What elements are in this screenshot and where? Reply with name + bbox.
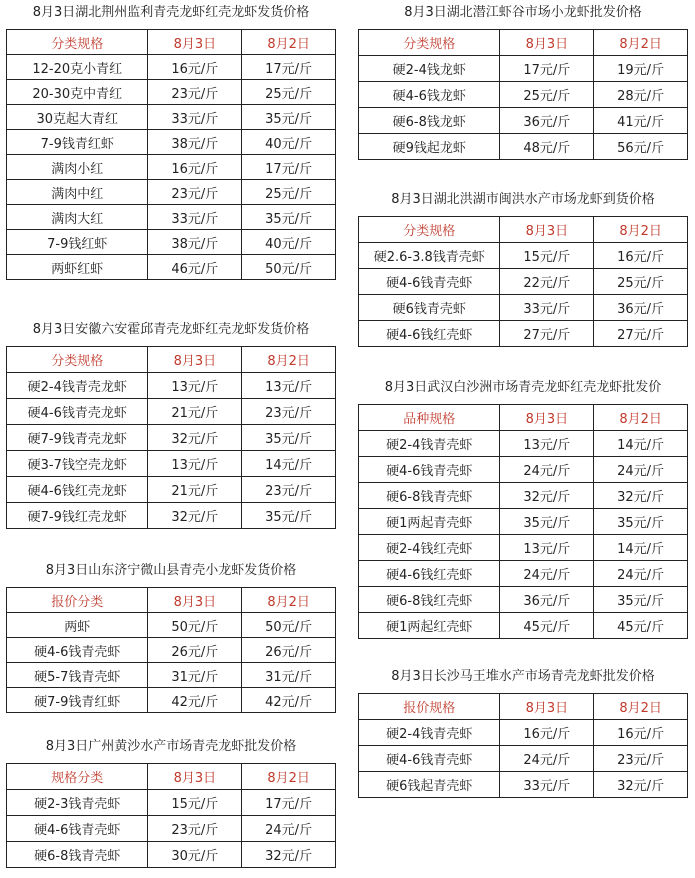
price-table-block [6,5,336,280]
table-row [359,431,688,457]
price-today-cell: 50元/斤 [148,613,242,638]
spec-cell: 硬7-9钱青壳龙虾 [7,425,148,451]
spec-cell: 硬6-8钱红壳虾 [359,587,500,613]
column-header: 报价分类 [7,588,148,613]
price-today-cell: 21元/斤 [148,399,242,425]
price-today-cell: 13元/斤 [148,451,242,477]
table-title: 8月3日湖北洪湖市闽洪水产市场龙虾到货价格 [391,192,655,207]
table-header-row [359,405,688,431]
price-today-cell: 32元/斤 [500,483,594,509]
spec-cell: 硬2-4钱青壳龙虾 [7,373,148,399]
price-yesterday-cell: 32元/斤 [594,483,688,509]
column-header: 8月2日 [594,217,688,243]
spec-cell: 硬1两起红壳虾 [359,613,500,639]
price-today-cell: 13元/斤 [148,373,242,399]
table-header-row [7,30,336,55]
table-title: 8月3日武汉白沙洲市场青壳龙虾红壳龙虾批发价 [384,380,662,395]
spec-cell: 硬4-6钱青壳虾 [359,457,500,483]
spec-cell: 两虾红虾 [7,255,148,280]
spec-cell: 7-9钱青红虾 [7,130,148,155]
price-yesterday-cell: 25元/斤 [242,180,336,205]
price-table [6,29,336,280]
spec-cell: 硬2-4钱青壳虾 [359,720,500,746]
price-today-cell: 23元/斤 [148,180,242,205]
price-yesterday-cell: 17元/斤 [242,790,336,816]
price-yesterday-cell: 35元/斤 [242,503,336,529]
table-row [359,509,688,535]
price-yesterday-cell: 23元/斤 [242,399,336,425]
spec-cell: 硬2-3钱青壳虾 [7,790,148,816]
price-today-cell: 27元/斤 [500,321,594,347]
spec-cell: 硬9钱起龙虾 [359,134,500,160]
price-yesterday-cell: 35元/斤 [242,205,336,230]
table-row [7,373,336,399]
table-row [7,180,336,205]
price-today-cell: 38元/斤 [148,130,242,155]
table-row [359,321,688,347]
price-today-cell: 24元/斤 [500,457,594,483]
spec-cell: 硬4-6钱青壳虾 [7,816,148,842]
price-today-cell: 46元/斤 [148,255,242,280]
column-header: 8月2日 [242,30,336,55]
spec-cell: 硬4-6钱青壳虾 [359,269,500,295]
spec-cell: 硬4-6钱红壳龙虾 [7,477,148,503]
table-row [359,295,688,321]
price-today-cell: 23元/斤 [148,816,242,842]
table-header-row [359,694,688,720]
column-header: 分类规格 [359,30,500,56]
price-yesterday-cell: 32元/斤 [242,842,336,868]
table-title: 8月3日湖北荆州监利青壳龙虾红壳龙虾发货价格 [32,5,310,20]
spec-cell: 硬5-7钱青壳虾 [7,663,148,688]
price-yesterday-cell: 36元/斤 [594,295,688,321]
table-row [7,842,336,868]
price-today-cell: 42元/斤 [148,688,242,713]
price-today-cell: 38元/斤 [148,230,242,255]
column-header: 8月3日 [148,30,242,55]
table-row [7,399,336,425]
spec-cell: 硬4-6钱青壳虾 [359,746,500,772]
table-row [7,477,336,503]
price-yesterday-cell: 16元/斤 [594,720,688,746]
price-yesterday-cell: 35元/斤 [594,587,688,613]
column-header: 8月3日 [500,217,594,243]
spec-cell: 硬7-9钱红壳龙虾 [7,503,148,529]
column-header: 8月3日 [500,30,594,56]
price-yesterday-cell: 32元/斤 [594,772,688,798]
spec-cell: 12-20克小青红 [7,55,148,80]
table-row [7,816,336,842]
price-today-cell: 33元/斤 [500,772,594,798]
spec-cell: 硬6-8钱龙虾 [359,108,500,134]
price-yesterday-cell: 41元/斤 [594,108,688,134]
table-row [359,483,688,509]
price-today-cell: 23元/斤 [148,80,242,105]
spec-cell: 7-9钱红虾 [7,230,148,255]
table-title: 8月3日广州黄沙水产市场青壳龙虾批发价格 [45,739,297,754]
spec-cell: 硬4-6钱青壳虾 [7,638,148,663]
price-today-cell: 17元/斤 [500,56,594,82]
price-yesterday-cell: 56元/斤 [594,134,688,160]
table-row [359,82,688,108]
column-header: 8月3日 [500,694,594,720]
price-yesterday-cell: 45元/斤 [594,613,688,639]
spec-cell: 30克起大青红 [7,105,148,130]
table-row [7,790,336,816]
table-title: 8月3日安徽六安霍邱青壳龙虾红壳龙虾发货价格 [32,322,310,337]
column-header: 8月3日 [500,405,594,431]
column-header: 8月2日 [242,588,336,613]
price-yesterday-cell: 24元/斤 [594,457,688,483]
price-today-cell: 45元/斤 [500,613,594,639]
spec-cell: 硬2.6-3.8钱青壳虾 [359,243,500,269]
table-header-row [359,30,688,56]
price-yesterday-cell: 23元/斤 [242,477,336,503]
price-yesterday-cell: 23元/斤 [594,746,688,772]
table-row [359,269,688,295]
price-today-cell: 36元/斤 [500,587,594,613]
table-header-row [359,217,688,243]
price-yesterday-cell: 35元/斤 [242,105,336,130]
price-table-block [6,739,336,868]
price-table [358,693,688,798]
table-title: 8月3日湖北潜江虾谷市场小龙虾批发价格 [404,5,642,20]
table-row [359,772,688,798]
table-title: 8月3日山东济宁微山县青壳小龙虾发货价格 [45,563,297,578]
price-yesterday-cell: 42元/斤 [242,688,336,713]
price-table-block [358,192,688,347]
price-today-cell: 33元/斤 [500,295,594,321]
table-row [7,613,336,638]
column-header: 规格分类 [7,764,148,790]
price-yesterday-cell: 14元/斤 [594,431,688,457]
price-today-cell: 32元/斤 [148,425,242,451]
table-row [7,155,336,180]
price-today-cell: 13元/斤 [500,431,594,457]
table-row [7,80,336,105]
price-today-cell: 30元/斤 [148,842,242,868]
table-row [359,587,688,613]
spec-cell: 硬6钱青壳虾 [359,295,500,321]
table-row [359,561,688,587]
table-row [359,746,688,772]
spec-cell: 硬6钱起青壳虾 [359,772,500,798]
price-today-cell: 24元/斤 [500,561,594,587]
price-today-cell: 15元/斤 [500,243,594,269]
price-table-block [6,563,336,713]
price-today-cell: 33元/斤 [148,205,242,230]
spec-cell: 硬4-6钱龙虾 [359,82,500,108]
price-today-cell: 48元/斤 [500,134,594,160]
price-yesterday-cell: 24元/斤 [594,561,688,587]
price-today-cell: 33元/斤 [148,105,242,130]
price-yesterday-cell: 50元/斤 [242,255,336,280]
price-yesterday-cell: 27元/斤 [594,321,688,347]
price-table [358,29,688,160]
table-row [7,105,336,130]
price-today-cell: 26元/斤 [148,638,242,663]
price-today-cell: 21元/斤 [148,477,242,503]
spec-cell: 20-30克中青红 [7,80,148,105]
table-row [7,230,336,255]
spec-cell: 硬6-8钱青壳虾 [359,483,500,509]
price-today-cell: 32元/斤 [148,503,242,529]
price-table-block [358,5,688,160]
table-header-row [7,588,336,613]
table-row [359,134,688,160]
table-row [359,535,688,561]
column-header: 8月3日 [148,347,242,373]
table-row [7,130,336,155]
table-row [359,56,688,82]
price-yesterday-cell: 14元/斤 [594,535,688,561]
column-header: 8月3日 [148,588,242,613]
price-today-cell: 16元/斤 [148,55,242,80]
price-table [6,587,336,713]
table-row [359,108,688,134]
price-yesterday-cell: 40元/斤 [242,130,336,155]
price-today-cell: 31元/斤 [148,663,242,688]
spec-cell: 硬2-4钱红壳虾 [359,535,500,561]
price-yesterday-cell: 16元/斤 [594,243,688,269]
price-yesterday-cell: 19元/斤 [594,56,688,82]
spec-cell: 硬4-6钱红壳虾 [359,321,500,347]
table-row [7,503,336,529]
table-row [359,613,688,639]
column-header: 品种规格 [359,405,500,431]
price-yesterday-cell: 40元/斤 [242,230,336,255]
price-yesterday-cell: 31元/斤 [242,663,336,688]
table-row [7,255,336,280]
table-header-row [7,764,336,790]
column-header: 8月2日 [594,405,688,431]
column-header: 报价规格 [359,694,500,720]
spec-cell: 硬4-6钱红壳虾 [359,561,500,587]
price-yesterday-cell: 26元/斤 [242,638,336,663]
column-header: 8月2日 [242,347,336,373]
table-row [7,688,336,713]
price-today-cell: 22元/斤 [500,269,594,295]
table-row [359,243,688,269]
column-header: 8月2日 [242,764,336,790]
price-yesterday-cell: 35元/斤 [594,509,688,535]
spec-cell: 满肉中红 [7,180,148,205]
price-today-cell: 36元/斤 [500,108,594,134]
price-yesterday-cell: 17元/斤 [242,55,336,80]
column-header: 8月2日 [594,694,688,720]
table-row [7,205,336,230]
table-row [7,451,336,477]
spec-cell: 满肉大红 [7,205,148,230]
column-header: 分类规格 [7,347,148,373]
table-row [359,457,688,483]
price-table-block [6,322,336,529]
price-table [358,404,688,639]
column-header: 8月3日 [148,764,242,790]
price-yesterday-cell: 28元/斤 [594,82,688,108]
column-header: 分类规格 [7,30,148,55]
price-today-cell: 15元/斤 [148,790,242,816]
table-row [359,720,688,746]
price-table-block [358,669,688,798]
price-yesterday-cell: 25元/斤 [242,80,336,105]
price-yesterday-cell: 17元/斤 [242,155,336,180]
spec-cell: 硬1两起青壳虾 [359,509,500,535]
price-yesterday-cell: 35元/斤 [242,425,336,451]
column-header: 8月2日 [594,30,688,56]
table-title: 8月3日长沙马王堆水产市场青壳龙虾批发价格 [391,669,655,684]
table-row [7,663,336,688]
price-yesterday-cell: 24元/斤 [242,816,336,842]
table-row [7,638,336,663]
table-row [7,55,336,80]
table-row [7,425,336,451]
price-today-cell: 13元/斤 [500,535,594,561]
price-yesterday-cell: 14元/斤 [242,451,336,477]
spec-cell: 满肉小红 [7,155,148,180]
price-today-cell: 24元/斤 [500,746,594,772]
column-header: 分类规格 [359,217,500,243]
price-table-block [358,380,688,639]
price-yesterday-cell: 13元/斤 [242,373,336,399]
price-yesterday-cell: 25元/斤 [594,269,688,295]
price-yesterday-cell: 50元/斤 [242,613,336,638]
spec-cell: 硬4-6钱青壳龙虾 [7,399,148,425]
spec-cell: 硬6-8钱青壳虾 [7,842,148,868]
table-header-row [7,347,336,373]
spec-cell: 硬2-4钱青壳虾 [359,431,500,457]
spec-cell: 硬2-4钱龙虾 [359,56,500,82]
spec-cell: 硬3-7钱空壳龙虾 [7,451,148,477]
price-today-cell: 35元/斤 [500,509,594,535]
price-table [6,763,336,868]
price-today-cell: 16元/斤 [500,720,594,746]
spec-cell: 硬7-9钱青红虾 [7,688,148,713]
price-table [6,346,336,529]
price-table [358,216,688,347]
spec-cell: 两虾 [7,613,148,638]
price-today-cell: 25元/斤 [500,82,594,108]
price-today-cell: 16元/斤 [148,155,242,180]
